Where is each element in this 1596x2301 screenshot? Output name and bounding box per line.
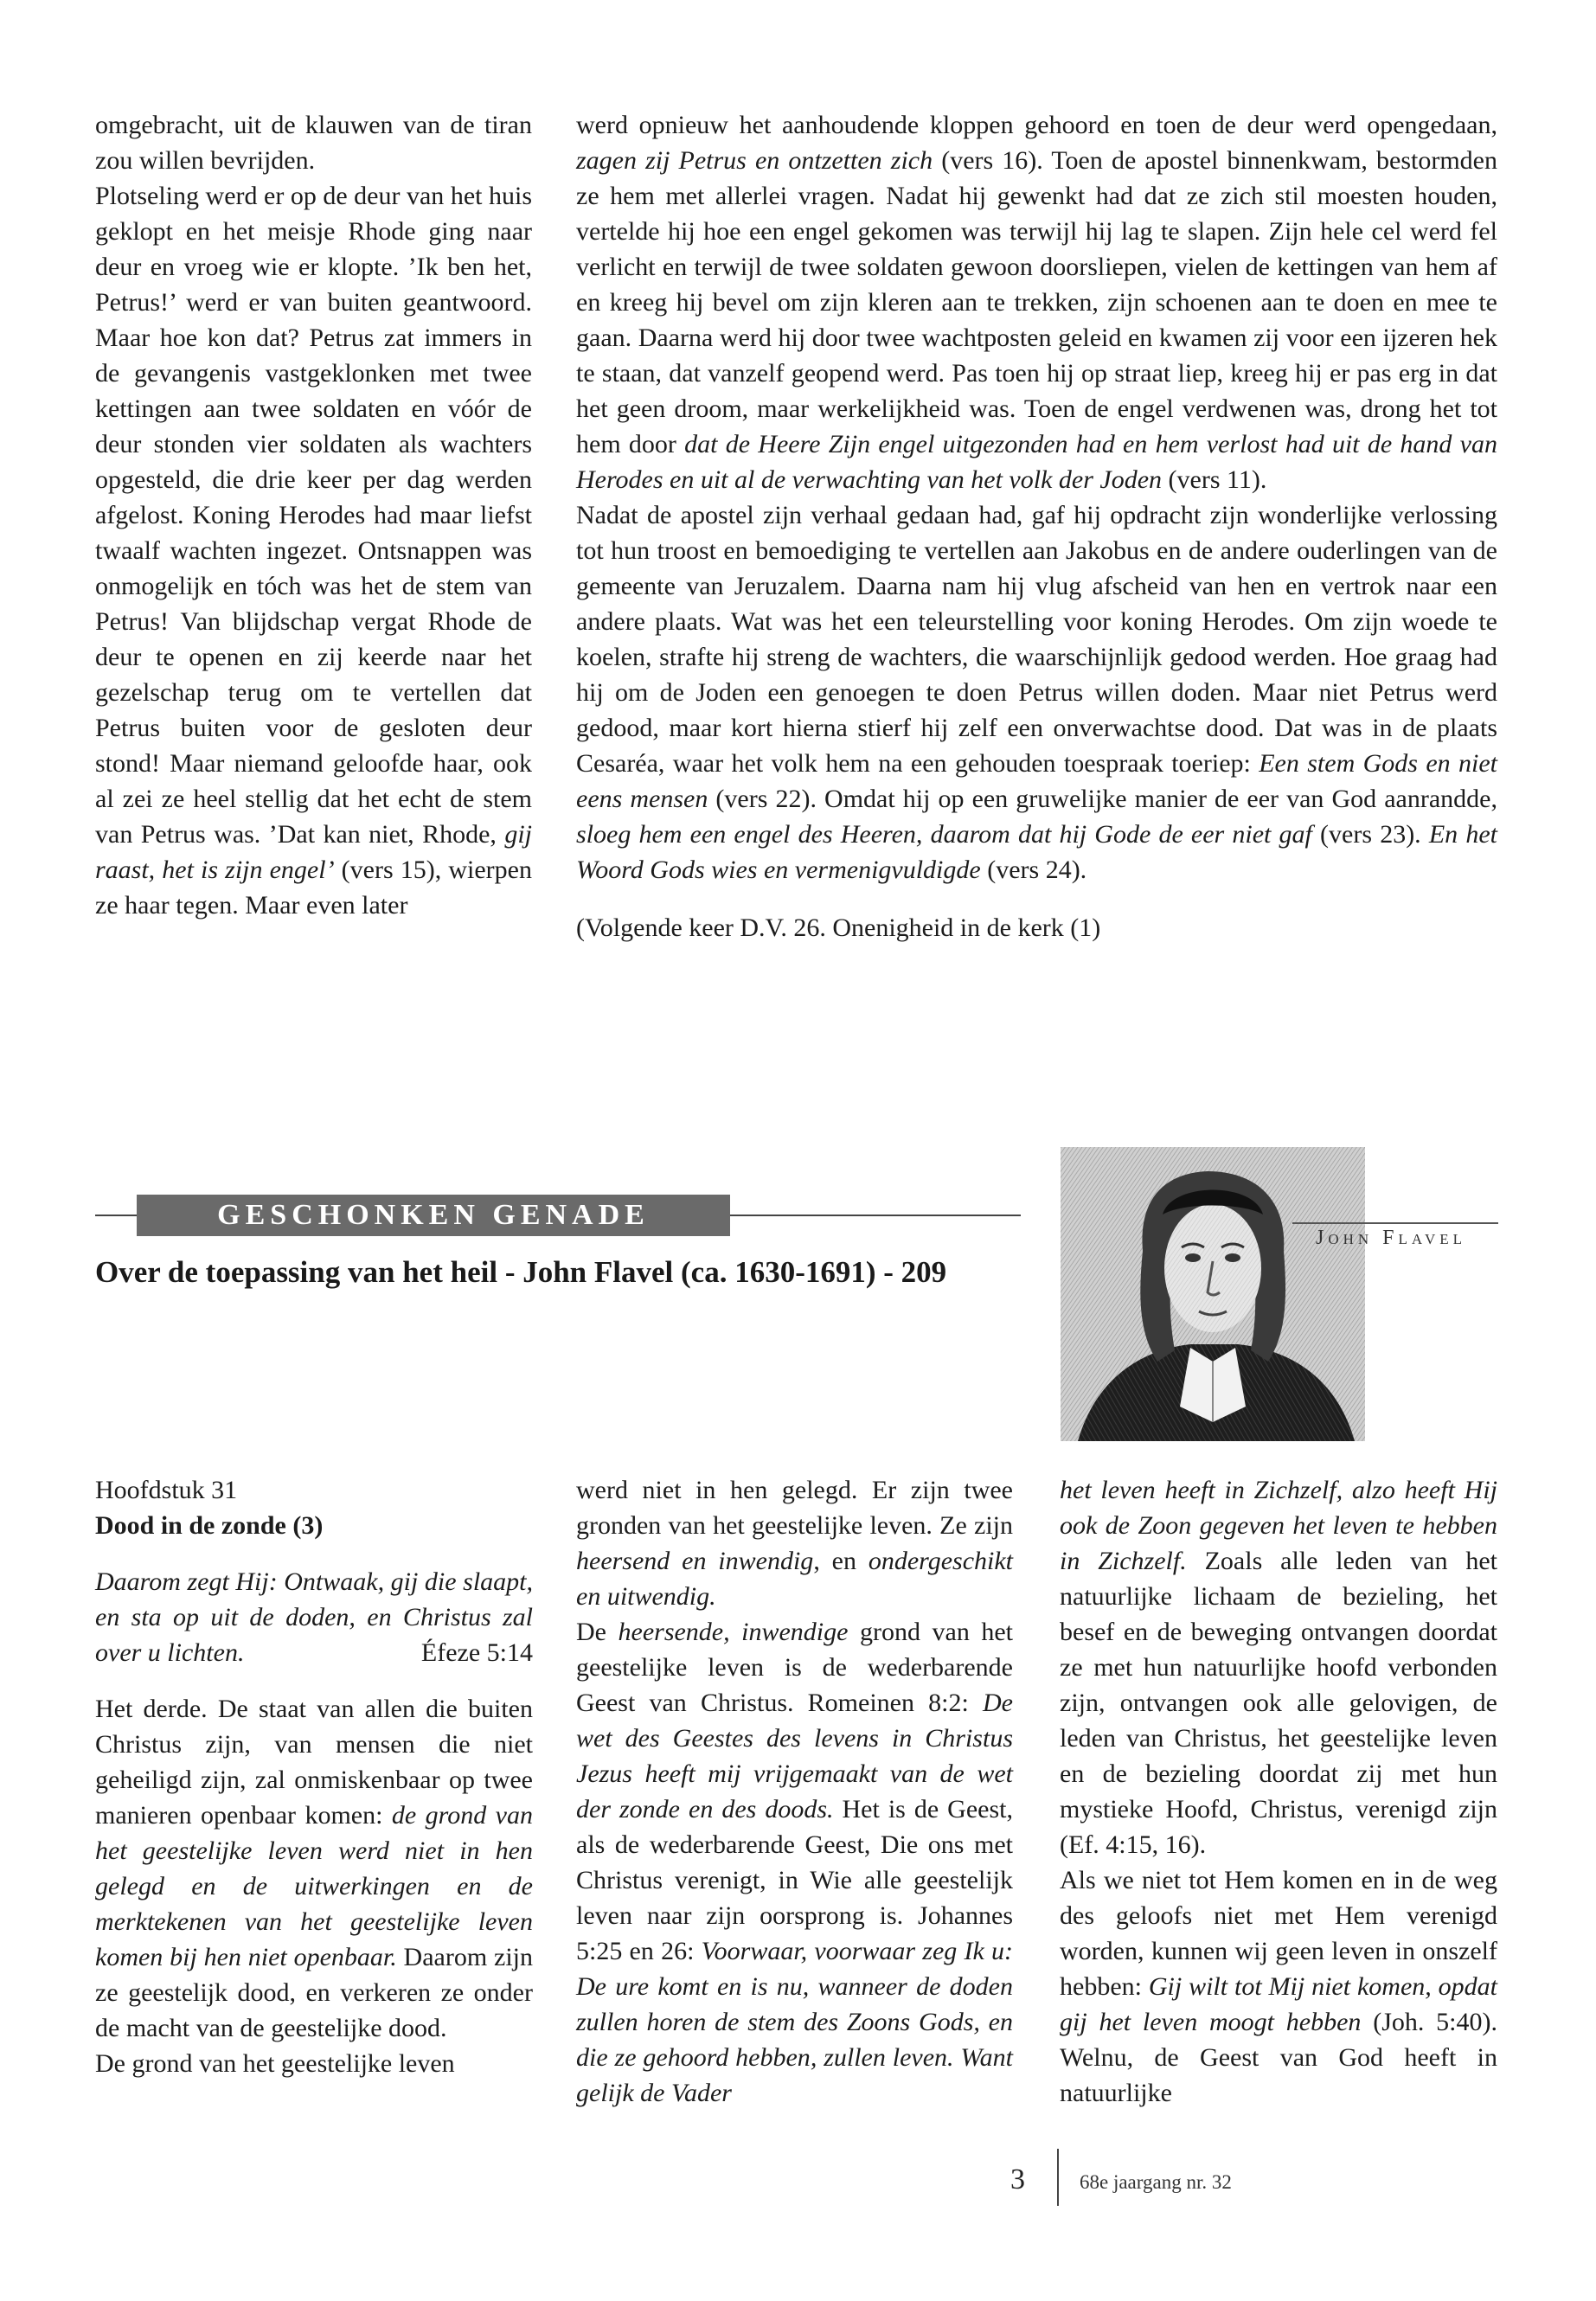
- chapter-title: Dood in de zonde (3): [95, 1511, 324, 1540]
- paragraph: het leven heeft in Zichzelf, alzo heeft Hij ook de Zoon gegeven het leven te hebben in Zichzelf. Zoals alle leden van het natuurlijke lichaam de bezieling, het besef en de beweging ontvangen doordat ze met hun natuurlijke hoofd verbonden zijn, ontvangen ook alle gelovigen, de leden van Christus, het geestelijke leven en de bezieling doordat zij met hun mystieke Hoofd, Christus, verenigd zijn (Ef. 4:15, 16).: [1060, 1476, 1497, 1859]
- paragraph: werd opnieuw het aanhoudende kloppen gehoord en toen de deur werd opengedaan, zagen zij Petrus en ontzetten zich (vers 16). Toen de apostel binnenkwam, bestormden ze hem met allerlei vragen. Nadat hij gewenkt had dat ze zich stil moesten houden, vertelde hij hoe een engel gekomen was terwijl hij lag te slapen. Zijn hele cel werd fel verlicht en terwijl de twee soldaten gewoon doorsliepen, vielen de kettingen van hem af en kreeg hij bevel om zijn kleren aan te trekken, zijn schoenen aan te doen en mee te gaan. Daarna werd hij door twee wachtposten geleid en kwamen zij voor een ijzeren hek te staan, dat vanzelf geopend werd. Pas toen hij op straat liep, kreeg hij er pas erg in dat het geen droom, maar werkelijkheid was. Toen de engel verdwenen was, drong het tot hem door dat de Heere Zijn engel uitgezonden had en hem verlost had uit de hand van Herodes en uit al de verwachting van het volk der Joden (vers 11).: [576, 111, 1497, 494]
- paragraph: De grond van het geestelijke leven: [95, 2049, 455, 2078]
- section-banner: GESCHONKEN GENADE: [137, 1195, 730, 1236]
- author-name: John Flavel: [1316, 1227, 1467, 1249]
- article-column-left: [95, 107, 532, 923]
- epigraph-reference: Éfeze 5:14: [420, 1638, 533, 1667]
- next-episode-note: (Volgende keer D.V. 26. Onenigheid in de kerk (1): [576, 913, 1101, 942]
- paragraph: Plotseling werd er op de deur van het huis geklopt en het meisje Rhode ging naar deur en vroeg wie er klopte. ’Ik ben het, Petrus!’ werd er van buiten geantwoord. Maar hoe kon dat? Petrus zat immers in de gevangenis vastgeklonken met twee kettingen aan twee soldaten en vóór de deur stonden vier soldaten als wachters opgesteld, die drie keer per dag werden afgelost. Koning Herodes had maar liefst twaalf wachten ingezet. Ontsnappen was onmogelijk en tóch was het de stem van Petrus! Van blijdschap vergat Rhode de deur te openen en zij keerde naar het gezelschap terug om te vertellen dat Petrus buiten voor de gesloten deur stond! Maar niemand geloofde haar, ook al zei ze heel stellig dat het echt de stem van Petrus was. ’Dat kan niet, Rhode, gij raast, het is zijn engel’ (vers 15), wierpen ze haar tegen. Maar even later: [95, 182, 532, 920]
- author-name-rule: [1292, 1222, 1498, 1224]
- paragraph: Het derde. De staat van allen die buiten Christus zijn, van mensen die niet geheiligd zijn, zal onmiskenbaar op twee manieren openbaar komen: de grond van het geestelijke leven werd niet in hen gelegd en de uitwerkingen en de merktekenen van het geestelijke leven komen bij hen niet openbaar. Daarom zijn ze geestelijk dood, en verkeren ze onder de macht van de geestelijke dood.: [95, 1695, 533, 2042]
- chapter-number: Hoofdstuk 31: [95, 1476, 238, 1504]
- issue-label: 68e jaargang nr. 32: [1080, 2171, 1232, 2193]
- paragraph: Als we niet tot Hem komen en in de weg des geloofs niet met Hem verenigd worden, kunnen wij geen leven in onszelf hebben: Gij wilt tot Mij niet komen, opdat gij het leven moogt hebben (Joh. 5:40). Welnu, de Geest van God heeft in natuurlijke: [1060, 1866, 1498, 2107]
- paragraph: omgebracht, uit de klauwen van de tiran zou willen bevrijden.: [95, 111, 532, 175]
- page-number: 3: [1010, 2163, 1025, 2195]
- paragraph: De heersende, inwendige grond van het geestelijke leven is de wederbarende Geest van Christus. Romeinen 8:2: De wet des Geestes des levens in Christus Jezus heeft mij vrijgemaakt van de wet der zonde en des doods. Het is de Geest, als de wederbarende Geest, Die ons met Christus verenigt, in Wie alle geestelijk leven naar zijn oorsprong is. Johannes 5:25 en 26: Voorwaar, voorwaar zeg Ik u: De ure komt en is nu, wanneer de doden zullen horen de stem des Zoons Gods, en die ze gehoord hebben, zullen leven. Want gelijk de Vader: [576, 1618, 1013, 2107]
- epigraph: Daarom zegt Hij: Ontwaak, gij die slaapt, en sta op uit de doden, en Christus zal over u lichten.: [95, 1567, 533, 1667]
- series-subtitle: Over de toepassing van het heil - John Flavel (ca. 1630-1691) - 209: [95, 1255, 947, 1289]
- chapter-column-1: [95, 1472, 533, 2081]
- portrait-engraving-icon: [1061, 1147, 1365, 1441]
- paragraph: Nadat de apostel zijn verhaal gedaan had, gaf hij opdracht zijn wonderlijke verlossing tot hun troost en bemoediging te vertellen aan Jakobus en de andere ouderlingen van de gemeente van Jeruzalem. Daarna nam hij vlug afscheid van hen en vertrok naar een andere plaats. Wat was het een teleurstelling voor koning Herodes. Om zijn woede te koelen, strafte hij streng de wachters, die waarschijnlijk gedood werden. Hoe graag had hij om de Joden een genoegen te doen Petrus willen doden. Maar niet Petrus werd gedood, maar kort hierna stierf hij zelf een onverwachtse dood. Dat was in de plaats Cesaréa, waar het volk hem na een gehouden toespraak toeriep: Een stem Gods en niet eens mensen (vers 22). Omdat hij op een gruwelijke manier de eer van God aanrandde, sloeg hem een engel des Heeren, daarom dat hij Gode de eer niet gaf (vers 23). En het Woord Gods wies en vermenigvuldigde (vers 24).: [576, 501, 1498, 884]
- author-portrait: [1061, 1147, 1365, 1441]
- chapter-column-3: [1060, 1472, 1497, 2111]
- chapter-column-2: [576, 1472, 1013, 2111]
- footer-divider: [1057, 2149, 1059, 2206]
- article-column-right: [576, 107, 1497, 945]
- paragraph: werd niet in hen gelegd. Er zijn twee gronden van het geestelijke leven. Ze zijn heersend en inwendig, en ondergeschikt en uitwendig.: [576, 1476, 1013, 1611]
